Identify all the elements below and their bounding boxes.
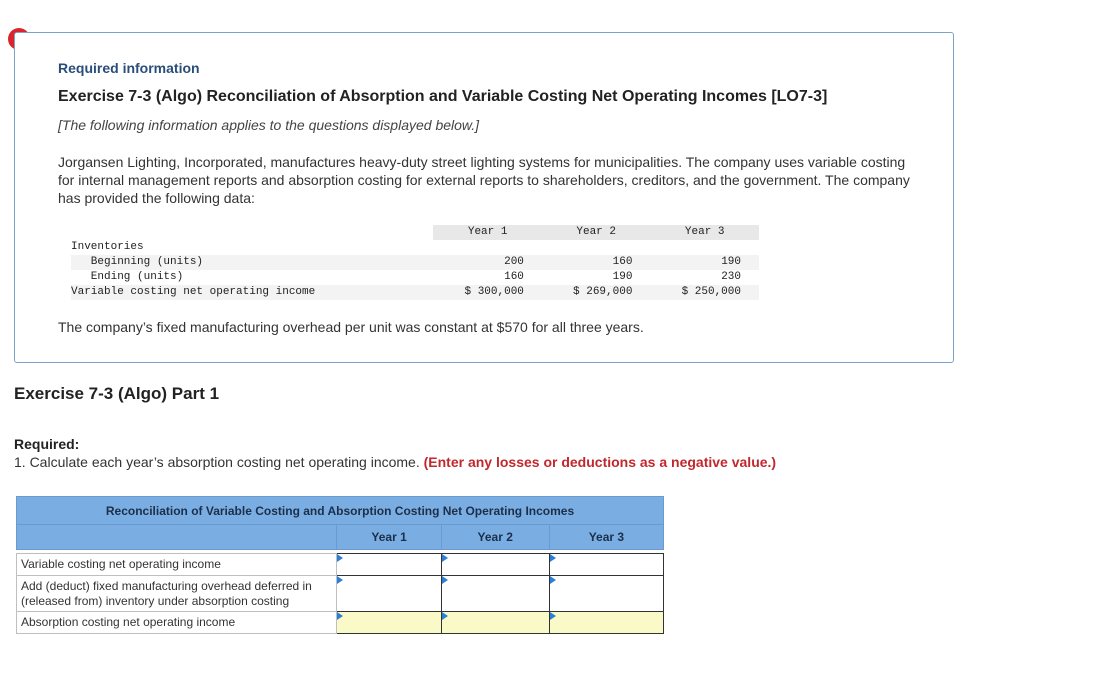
- given-data-row-beginning: [71, 255, 759, 270]
- given-data-table: [71, 225, 759, 300]
- answer-cell[interactable]: [337, 554, 441, 576]
- given-data-row-inventories: [71, 240, 759, 255]
- reconciliation-header-year-2: Year 2: [441, 525, 549, 550]
- given-data-header-year-2: Year 2: [542, 225, 651, 240]
- absorption-noi-year-1-input[interactable]: [337, 612, 440, 633]
- row-value: [433, 240, 542, 255]
- problem-description: Jorgansen Lighting, Incorporated, manufactures heavy-duty street lighting systems for municipalities. The company uses variable costing for internal management reports and absorption costing for external reports to shareholders, creditors, and the government. The company has provided the following data:: [58, 154, 910, 206]
- question-main: 1. Calculate each year’s absorption costing net operating income.: [14, 454, 420, 470]
- answer-cell[interactable]: [549, 612, 663, 634]
- given-data-header-year-1: Year 1: [433, 225, 542, 240]
- row-label: Beginning (units): [71, 255, 433, 270]
- row-label: Variable costing net operating income: [17, 554, 337, 576]
- row-value: 190: [612, 271, 633, 283]
- row-value: $ 250,000: [650, 285, 759, 300]
- row-label: Add (deduct) fixed manufacturing overhead deferred in (released from) inventory under absorption costing: [17, 576, 337, 612]
- variable-noi-year-2-input[interactable]: [442, 554, 549, 575]
- required-information-heading: Required information: [58, 60, 200, 76]
- question-emphasis: (Enter any losses or deductions as a negative value.): [423, 454, 777, 470]
- variable-noi-year-3-input[interactable]: [550, 554, 663, 575]
- answer-cell[interactable]: [441, 576, 549, 612]
- row-value: 190: [650, 255, 759, 270]
- row-value: 230: [721, 271, 741, 283]
- exercise-title: Exercise 7-3 (Algo) Reconciliation of Absorption and Variable Costing Net Operating Incomes [LO7-3]: [58, 88, 828, 105]
- required-label: Required:: [14, 436, 80, 452]
- required-information-panel: [14, 32, 954, 363]
- fixed-overhead-year-1-input[interactable]: [337, 576, 440, 611]
- reconciliation-header-year-3: Year 3: [549, 525, 663, 550]
- given-data-row-variable-noi: [71, 285, 759, 300]
- reconciliation-row-fixed-overhead: [17, 576, 664, 612]
- row-value: 160: [504, 271, 524, 283]
- given-data-header-year-3: Year 3: [650, 225, 759, 240]
- row-value: $ 269,000: [542, 285, 651, 300]
- row-value: [542, 240, 651, 255]
- row-value: [650, 240, 759, 255]
- part-title: Exercise 7-3 (Algo) Part 1: [14, 384, 220, 403]
- reconciliation-row-absorption-noi: [17, 612, 664, 634]
- reconciliation-table: [16, 496, 664, 634]
- row-value: 160: [542, 255, 651, 270]
- row-label: Inventories: [71, 241, 144, 253]
- fixed-overhead-year-3-input[interactable]: [550, 576, 663, 611]
- answer-cell[interactable]: [337, 576, 441, 612]
- given-data-header-row: [71, 225, 759, 240]
- reconciliation-title: Reconciliation of Variable Costing and Absorption Costing Net Operating Incomes: [17, 497, 664, 525]
- row-label: Ending (units): [71, 271, 184, 283]
- question-text: [14, 454, 776, 470]
- fixed-overhead-note: The company’s fixed manufacturing overhead per unit was constant at $570 for all three years.: [58, 319, 644, 335]
- given-data-header-blank: [71, 225, 433, 240]
- fixed-overhead-year-2-input[interactable]: [442, 576, 549, 611]
- given-data-row-ending: [71, 270, 759, 285]
- answer-cell[interactable]: [337, 612, 441, 634]
- reconciliation-header-blank: [17, 525, 337, 550]
- row-value: 200: [433, 255, 542, 270]
- reconciliation-row-variable-noi: [17, 554, 664, 576]
- answer-cell[interactable]: [549, 554, 663, 576]
- absorption-noi-year-3-input[interactable]: [550, 612, 663, 633]
- row-label: Absorption costing net operating income: [17, 612, 337, 634]
- reconciliation-header-row: [17, 525, 664, 550]
- reconciliation-header-year-1: Year 1: [337, 525, 441, 550]
- answer-cell[interactable]: [549, 576, 663, 612]
- absorption-noi-year-2-input[interactable]: [442, 612, 549, 633]
- row-label: Variable costing net operating income: [71, 285, 433, 300]
- row-value: $ 300,000: [433, 285, 542, 300]
- applies-note: [The following information applies to the questions displayed below.]: [58, 117, 480, 133]
- variable-noi-year-1-input[interactable]: [337, 554, 440, 575]
- answer-cell[interactable]: [441, 554, 549, 576]
- reconciliation-title-row: [17, 497, 664, 525]
- answer-cell[interactable]: [441, 612, 549, 634]
